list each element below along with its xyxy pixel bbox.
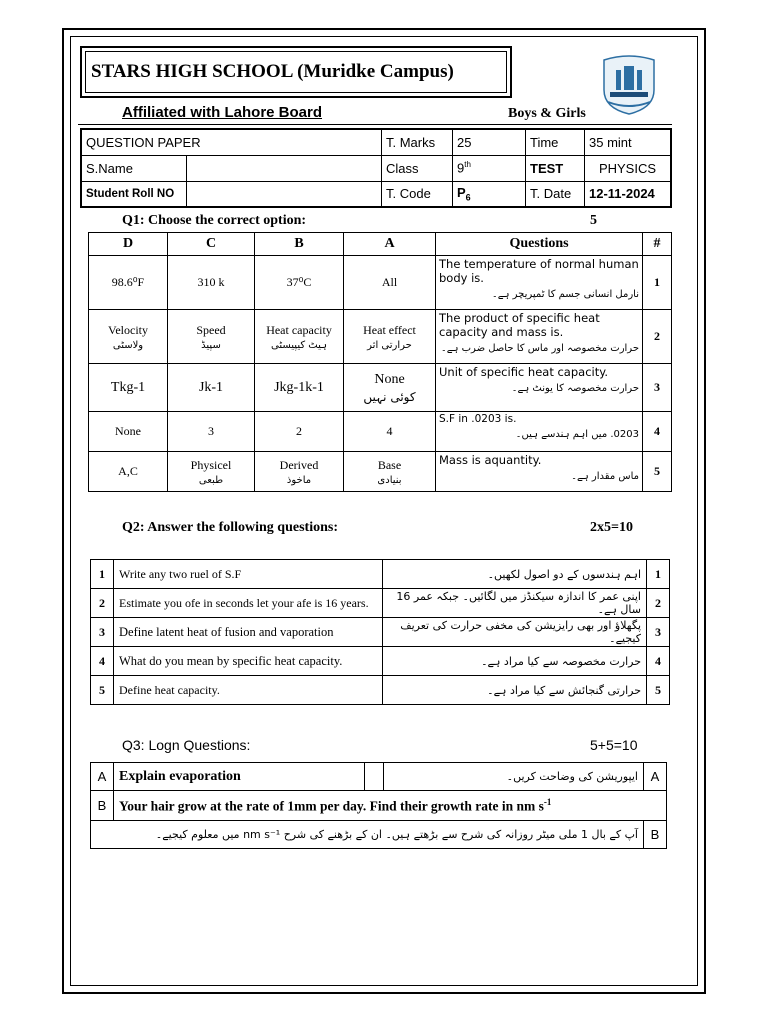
question-urdu: حرارت مخصوصہ اور ماس کا حاصل ضرب ہے۔ <box>440 343 639 354</box>
question-urdu: 0203. میں اہم ہندسے ہیں۔ <box>515 429 639 440</box>
option-a: None کوئی نہیں <box>344 364 436 412</box>
option-b: Derived ماخوذ <box>255 452 344 492</box>
option-d: Tkg-1 <box>89 364 168 412</box>
test-label: TEST <box>526 155 585 181</box>
question-english: Estimate you ofe in seconds let your afe is 16 years. <box>114 589 383 618</box>
question-english: Write any two ruel of S.F <box>114 560 383 589</box>
col-c-header: C <box>168 233 255 256</box>
gender-text: Boys & Girls <box>508 106 586 121</box>
short-question-row <box>91 647 670 676</box>
option-d: Velocity ولاسٹی <box>89 310 168 364</box>
short-question-row <box>91 560 670 589</box>
short-questions-table <box>90 559 670 705</box>
option-c: 310 k <box>168 256 255 310</box>
option-d: 98.6⁰F <box>89 256 168 310</box>
col-a-header: A <box>344 233 436 256</box>
info-row <box>81 181 671 207</box>
info-row <box>81 129 671 155</box>
question-urdu: پگھلاؤ اور بھی رایزیشن کی مخفی حرارت کی تعریف کیجیے۔ <box>383 618 647 647</box>
col-number-header: # <box>643 233 672 256</box>
question-number: 2 <box>643 310 672 364</box>
q1-marks: 5 <box>590 213 597 228</box>
option-b: 2 <box>255 412 344 452</box>
marks-value: 25 <box>453 129 526 155</box>
question-text: The product of specific heat capacity and mass is. <box>439 311 600 339</box>
question-urdu: نارمل انسانی جسم کا ٹمپریچر ہے۔ <box>491 289 639 300</box>
divider <box>78 124 672 125</box>
question-urdu: ایپوریشن کی وضاحت کریں۔ <box>384 763 644 791</box>
question-english: Explain evaporation <box>114 763 365 791</box>
option-c: 3 <box>168 412 255 452</box>
option-b: Heat capacity ہیٹ کیپیسٹی <box>255 310 344 364</box>
long-question-row <box>91 821 667 849</box>
col-b-header: B <box>255 233 344 256</box>
subject-value: PHYSICS <box>585 155 672 181</box>
option-a: 4 <box>344 412 436 452</box>
paper-label: QUESTION PAPER <box>81 129 382 155</box>
question-text: Mass is aquantity. <box>439 453 542 467</box>
question-number: 5 <box>643 452 672 492</box>
long-question-row <box>91 791 667 821</box>
question-cell <box>436 412 643 452</box>
date-value: 12-11-2024 <box>585 181 672 207</box>
question-number: 1 <box>647 560 670 589</box>
question-urdu: آپ کے بال 1 ملی میٹر روزانہ کی شرح سے بڑھتے ہیں۔ ان کے بڑھنے کی شرح nm s⁻¹ میں معلوم کیجیے۔ <box>91 821 644 849</box>
name-field[interactable] <box>187 155 382 181</box>
question-number: 3 <box>643 364 672 412</box>
question-english: What do you mean by specific heat capacity. <box>114 647 383 676</box>
time-label: Time <box>526 129 585 155</box>
option-d: A,C <box>89 452 168 492</box>
mcq-header-row <box>89 233 672 256</box>
school-title-box <box>80 46 512 98</box>
question-english: Define latent heat of fusion and vaporation <box>114 618 383 647</box>
class-label: Class <box>382 155 453 181</box>
long-questions-table <box>90 762 667 849</box>
option-c: Speed سپیڈ <box>168 310 255 364</box>
question-cell <box>436 364 643 412</box>
roll-field[interactable] <box>187 181 382 207</box>
question-text: The temperature of normal human body is. <box>439 257 639 285</box>
time-value: 35 mint <box>585 129 672 155</box>
mcq-row <box>89 452 672 492</box>
mcq-row <box>89 256 672 310</box>
info-row <box>81 155 671 181</box>
question-text: S.F in .0203 is. <box>439 413 517 425</box>
q2-marks: 2x5=10 <box>590 520 633 535</box>
question-number: 2 <box>91 589 114 618</box>
question-number: 1 <box>643 256 672 310</box>
question-number: 2 <box>647 589 670 618</box>
option-c: Physicel طبعی <box>168 452 255 492</box>
mcq-row <box>89 310 672 364</box>
question-cell <box>436 452 643 492</box>
question-urdu: ماس مقدار ہے۔ <box>571 471 639 482</box>
question-urdu: اپنی عمر کا اندازہ سیکنڈز میں لگائیں۔ جبکہ عمر 16 سال ہے۔ <box>383 589 647 618</box>
date-label: T. Date <box>526 181 585 207</box>
question-number: 3 <box>91 618 114 647</box>
code-value: $P_6$ <box>453 181 526 207</box>
question-urdu: حرارتی گنجائش سے کیا مراد ہے۔ <box>383 676 647 705</box>
question-cell <box>436 256 643 310</box>
question-number: 5 <box>647 676 670 705</box>
mcq-row <box>89 412 672 452</box>
q3-marks: 5+5=10 <box>590 737 638 753</box>
question-number: 3 <box>647 618 670 647</box>
question-number: 4 <box>91 647 114 676</box>
question-label: A <box>644 763 667 791</box>
option-a: Base بنیادی <box>344 452 436 492</box>
info-table <box>80 128 672 208</box>
q2-title: Q2: Answer the following questions: <box>122 520 338 535</box>
option-c: Jk-1 <box>168 364 255 412</box>
option-b: Jkg-1k-1 <box>255 364 344 412</box>
option-b: 37⁰C <box>255 256 344 310</box>
marks-label: T. Marks <box>382 129 453 155</box>
q1-title: Q1: Choose the correct option: <box>122 213 307 228</box>
question-urdu: حرارت مخصوصہ سے کیا مراد ہے۔ <box>383 647 647 676</box>
affiliation-text: Affiliated with Lahore Board <box>122 104 323 121</box>
question-label: B <box>91 791 114 821</box>
question-cell <box>436 310 643 364</box>
short-question-row <box>91 589 670 618</box>
mcq-table <box>88 232 672 492</box>
short-question-row <box>91 618 670 647</box>
school-logo-icon <box>596 50 662 116</box>
question-english: Your hair grow at the rate of 1mm per day. Find their growth rate in nm $s^{-1}$ <box>114 791 667 821</box>
question-english: Define heat capacity. <box>114 676 383 705</box>
col-question-header: Questions <box>436 233 643 256</box>
short-question-row <box>91 676 670 705</box>
question-urdu: حرارت مخصوصہ کا یونٹ ہے۔ <box>511 383 639 394</box>
option-a: Heat effect حرارتی اثر <box>344 310 436 364</box>
blank-cell <box>365 763 384 791</box>
question-number: 1 <box>91 560 114 589</box>
question-label: A <box>91 763 114 791</box>
school-title: STARS HIGH SCHOOL (Muridke Campus) <box>85 51 507 93</box>
question-number: 4 <box>643 412 672 452</box>
q3-title: Q3: Logn Questions: <box>122 737 251 753</box>
code-label: T. Code <box>382 181 453 207</box>
question-number: 4 <box>647 647 670 676</box>
question-urdu: اہم ہندسوں کے دو اصول لکھیں۔ <box>383 560 647 589</box>
mcq-row <box>89 364 672 412</box>
long-question-row <box>91 763 667 791</box>
question-number: 5 <box>91 676 114 705</box>
class-value: 9th <box>453 155 526 181</box>
question-label: B <box>644 821 667 849</box>
name-label: S.Name <box>81 155 187 181</box>
roll-label: Student Roll NO <box>81 181 187 207</box>
option-d: None <box>89 412 168 452</box>
col-d-header: D <box>89 233 168 256</box>
question-text: Unit of specific heat capacity. <box>439 365 609 379</box>
option-a: All <box>344 256 436 310</box>
